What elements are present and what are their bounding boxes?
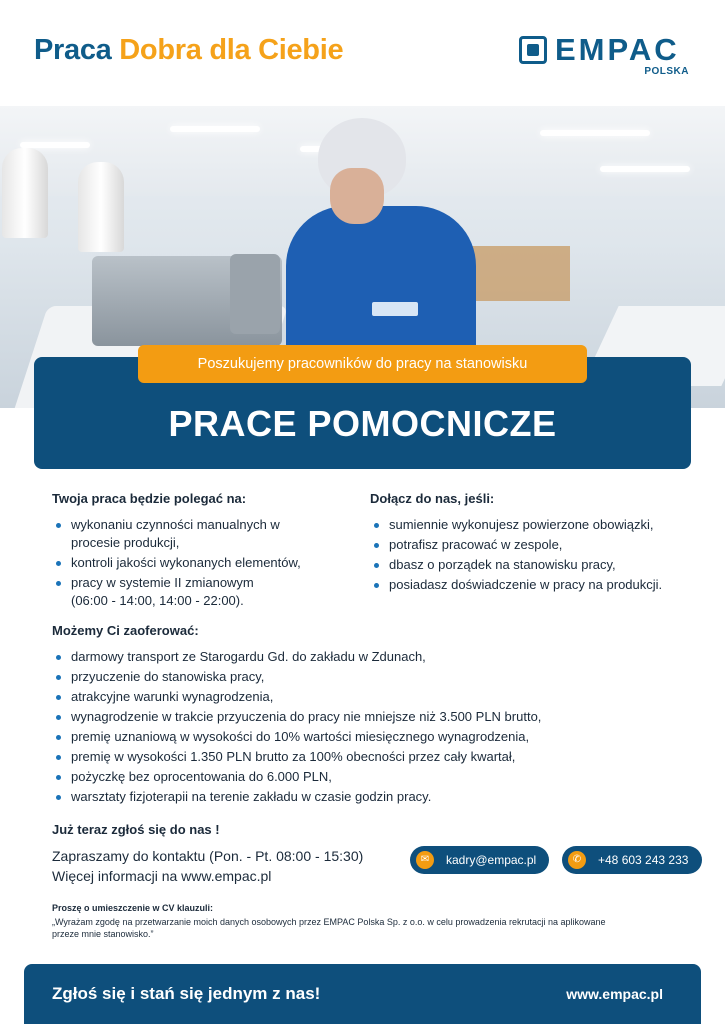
list-item: darmowy transport ze Starogardu Gd. do zakładu w Zdunach, (52, 648, 672, 666)
gdpr-clause: „Wyrażam zgodę na przetwarzanie moich danych osobowych przez EMPAC Polska Sp. z o.o. w celu prowadzenia rekrutacji na aplikowane przeze mnie stanowisko.” (52, 917, 606, 939)
contact-website: Więcej informacji na www.empac.pl (52, 868, 272, 884)
worker-shirt-logo (372, 302, 418, 316)
email-button[interactable] (410, 846, 549, 874)
email-address: kadry@empac.pl (446, 853, 537, 867)
list-item: premię uznaniową w wysokości do 10% wartości miesięcznego wynagrodzenia, (52, 728, 672, 746)
contact-hours: Zapraszamy do kontaktu (Pon. - Pt. 08:00 - 15:30) (52, 848, 364, 864)
ceiling-light (20, 142, 90, 148)
list-item: dbasz o porządek na stanowisku pracy, (370, 556, 690, 574)
worker-face (330, 168, 384, 224)
ceiling-light (540, 130, 650, 136)
footer-slogan: Zgłoś się i stań się jednym z nas! (52, 984, 321, 1003)
page-header (0, 0, 725, 106)
sewing-machine-arm (230, 254, 280, 334)
empac-logo (519, 34, 691, 80)
list-item: przyuczenie do stanowiska pracy, (52, 668, 672, 686)
list-item: wynagrodzenie w trakcie przyuczenia do pracy nie mniejsze niż 3.500 PLN brutto, (52, 708, 672, 726)
thread-spool (78, 162, 124, 252)
list-item: premię w wysokości 1.350 PLN brutto za 100% obecności przez cały kwartał, (52, 748, 672, 766)
logo-mark-icon (519, 36, 547, 64)
gdpr-title: Proszę o umieszczenie w CV klauzuli: (52, 903, 214, 913)
requirements-title: Dołącz do nas, jeśli: (370, 491, 495, 506)
list-item: potrafisz pracować w zespole, (370, 536, 690, 554)
list-item: warsztaty fizjoterapii na terenie zakładu w czasie godzin pracy. (52, 788, 672, 806)
ceiling-light (600, 166, 690, 172)
mail-icon: ✉ (416, 851, 434, 869)
contact-info (52, 846, 363, 886)
headline-part1: Praca (34, 34, 112, 66)
footer-website-link[interactable]: www.empac.pl (566, 986, 663, 1002)
logo-text: EMPAC (555, 32, 680, 67)
duties-list (52, 516, 352, 610)
list-item: posiadasz doświadczenie w pracy na produkcji. (370, 576, 690, 594)
logo-subtext: POLSKA (644, 66, 689, 77)
footer-bar (24, 964, 701, 1024)
list-item: pracy w systemie II zmianowym (06:00 - 14:00, 14:00 - 22:00). (52, 574, 282, 610)
list-item: kontroli jakości wykonanych elementów, (52, 554, 352, 572)
headline-part2: Dobra dla Ciebie (119, 34, 344, 66)
list-item: pożyczkę bez oprocentowania do 6.000 PLN, (52, 768, 672, 786)
ceiling-light (170, 126, 260, 132)
list-item: wykonaniu czynności manualnych w procesie produkcji, (52, 516, 302, 552)
list-item: sumiennie wykonujesz powierzone obowiązki, (370, 516, 690, 534)
duties-title: Twoja praca będzie polegać na: (52, 491, 247, 506)
phone-number: +48 603 243 233 (598, 853, 689, 867)
search-subtitle-bar: Poszukujemy pracowników do pracy na stanowisku (138, 345, 587, 383)
list-item: atrakcyjne warunki wynagrodzenia, (52, 688, 672, 706)
requirements-section (370, 490, 690, 596)
offer-title: Możemy Ci zaoferować: (52, 623, 199, 638)
phone-icon: ✆ (568, 851, 586, 869)
worker-shirt (286, 206, 476, 356)
offer-section (52, 622, 672, 808)
call-to-action: Już teraz zgłoś się do nas ! (52, 822, 220, 837)
offer-list (52, 648, 672, 806)
requirements-list (370, 516, 690, 594)
duties-section (52, 490, 352, 612)
phone-button[interactable] (562, 846, 702, 874)
cardboard-box (470, 246, 570, 301)
headline (34, 34, 343, 67)
thread-spool (2, 148, 48, 238)
job-title: PRACE POMOCNICZE (168, 403, 557, 444)
